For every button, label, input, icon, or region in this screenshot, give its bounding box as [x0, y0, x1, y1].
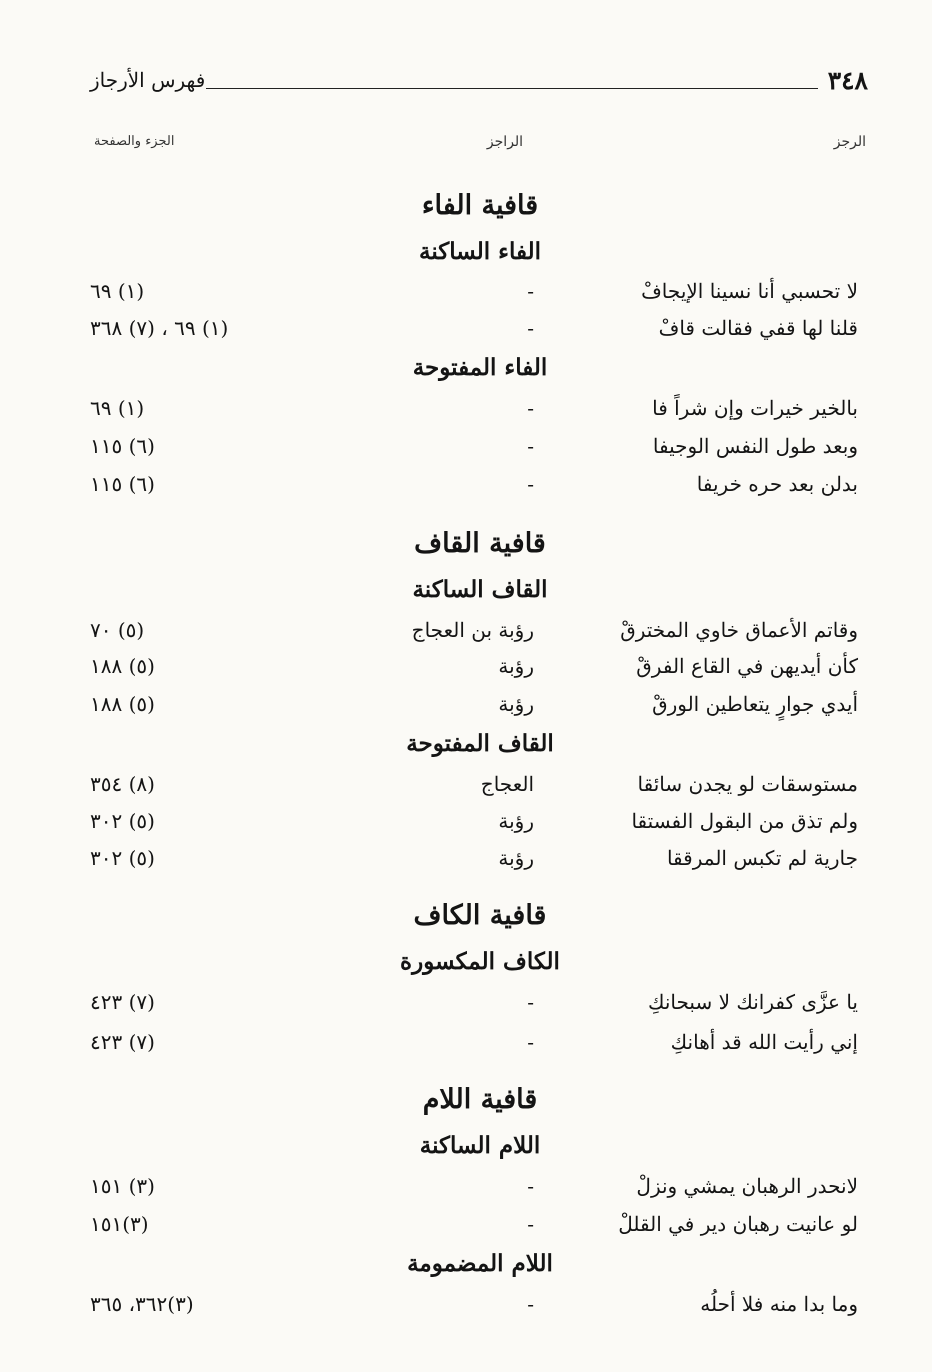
- table-row: [0, 1174, 932, 1208]
- verse-text: مستوسقات لو يجدن سائقا: [637, 772, 858, 796]
- table-row: [0, 809, 932, 843]
- verse-text: كأن أيديهن في القاع الفرقْ: [636, 654, 858, 678]
- volume-page-ref: (٥) ٣٠٢: [90, 809, 155, 833]
- subsection-title: الفاء الساكنة: [418, 238, 541, 265]
- column-header-rajaz: الرجز: [833, 134, 866, 150]
- table-row: [0, 434, 932, 468]
- section-title: قافية الفاء: [421, 190, 539, 221]
- volume-page-ref: (٧) ٤٢٣: [90, 990, 155, 1014]
- volume-page-ref: (١) ٦٩: [90, 279, 145, 303]
- header-rule: [206, 88, 818, 89]
- verse-text: قلنا لها قفي فقالت قافْ: [658, 316, 858, 340]
- verse-text: يا عزَّى كفرانك لا سبحانكِ: [648, 990, 858, 1014]
- volume-page-ref: (٥) ٧٠: [90, 618, 145, 642]
- volume-page-ref: (٦) ١١٥: [90, 472, 155, 496]
- table-row: [0, 772, 932, 806]
- section-title: قافية اللام: [422, 1084, 538, 1115]
- volume-page-ref: (٣)٣٦٢، ٣٦٥: [90, 1292, 194, 1316]
- subsection-title: الفاء المفتوحة: [412, 354, 548, 381]
- subsection-title: الكاف المكسورة: [400, 948, 560, 975]
- table-row: [0, 472, 932, 506]
- verse-text: لو عانيت رهبان دير في القللْ: [618, 1212, 858, 1236]
- poet-name: رؤبة بن العجاج: [411, 618, 534, 642]
- table-row: [0, 990, 932, 1024]
- table-row: [0, 279, 932, 313]
- poet-name: رؤبة: [498, 654, 534, 678]
- section-title: قافية الكاف: [413, 900, 547, 931]
- volume-page-ref: (٥) ١٨٨: [90, 654, 155, 678]
- poet-name: رؤبة: [498, 809, 534, 833]
- verse-text: جارية لم تكبس المرققا: [666, 846, 858, 870]
- poet-name: -: [527, 279, 534, 303]
- verse-text: بالخير خيرات وإن شراً فا: [652, 396, 858, 420]
- verse-text: أيدي جوارٍ يتعاطين الورقْ: [652, 692, 858, 716]
- table-row: [0, 1292, 932, 1326]
- volume-page-ref: (٣)١٥١: [90, 1212, 149, 1236]
- volume-page-ref: (٨) ٣٥٤: [90, 772, 155, 796]
- poet-name: -: [527, 434, 534, 458]
- column-header-rajiz: الراجز: [486, 134, 524, 150]
- verse-text: بدلن بعد حره خريفا: [696, 472, 858, 496]
- poet-name: رؤبة: [498, 846, 534, 870]
- verse-text: وبعد طول النفس الوجيفا: [652, 434, 858, 458]
- poet-name: العجاج: [480, 772, 534, 796]
- volume-page-ref: (١) ٦٩: [90, 396, 145, 420]
- verse-text: لا تحسبي أنا نسينا الإيجافْ: [641, 279, 858, 303]
- table-row: [0, 692, 932, 726]
- volume-page-ref: (٧) ٤٢٣: [90, 1030, 155, 1054]
- subsection-title: اللام المضمومة: [407, 1250, 553, 1277]
- column-header-volume-page: الجزء والصفحة: [94, 134, 175, 149]
- table-row: [0, 846, 932, 880]
- poet-name: -: [527, 990, 534, 1014]
- volume-page-ref: (٣) ١٥١: [90, 1174, 155, 1198]
- page-running-title: فهرس الأرجاز: [90, 68, 206, 92]
- table-row: [0, 654, 932, 688]
- verse-text: إني رأيت الله قد أهانكِ: [670, 1030, 858, 1054]
- verse-text: وما بدا منه فلا أحلُه: [700, 1292, 858, 1316]
- verse-text: لانحدر الرهبان يمشي ونزلْ: [636, 1174, 858, 1198]
- poet-name: -: [527, 396, 534, 420]
- table-row: [0, 396, 932, 430]
- verse-text: وقاتم الأعماق خاوي المخترقْ: [620, 618, 858, 642]
- section-title: قافية القاف: [414, 528, 546, 559]
- poet-name: -: [527, 316, 534, 340]
- volume-page-ref: (٥) ١٨٨: [90, 692, 155, 716]
- subsection-title: القاف الساكنة: [412, 576, 548, 603]
- poet-name: -: [527, 1292, 534, 1316]
- subsection-title: القاف المفتوحة: [406, 730, 554, 757]
- volume-page-ref: (٥) ٣٠٢: [90, 846, 155, 870]
- poet-name: -: [527, 1212, 534, 1236]
- poet-name: -: [527, 1174, 534, 1198]
- poet-name: -: [527, 472, 534, 496]
- volume-page-ref: (٦) ١١٥: [90, 434, 155, 458]
- table-row: [0, 618, 932, 652]
- table-row: [0, 316, 932, 350]
- subsection-title: اللام الساكنة: [419, 1132, 541, 1159]
- table-row: [0, 1030, 932, 1064]
- page-number: ٣٤٨: [827, 66, 868, 95]
- table-row: [0, 1212, 932, 1246]
- poet-name: رؤبة: [498, 692, 534, 716]
- verse-text: ولم تذق من البقول الفستقا: [631, 809, 858, 833]
- poet-name: -: [527, 1030, 534, 1054]
- volume-page-ref: (١) ٦٩ ، (٧) ٣٦٨: [90, 316, 229, 340]
